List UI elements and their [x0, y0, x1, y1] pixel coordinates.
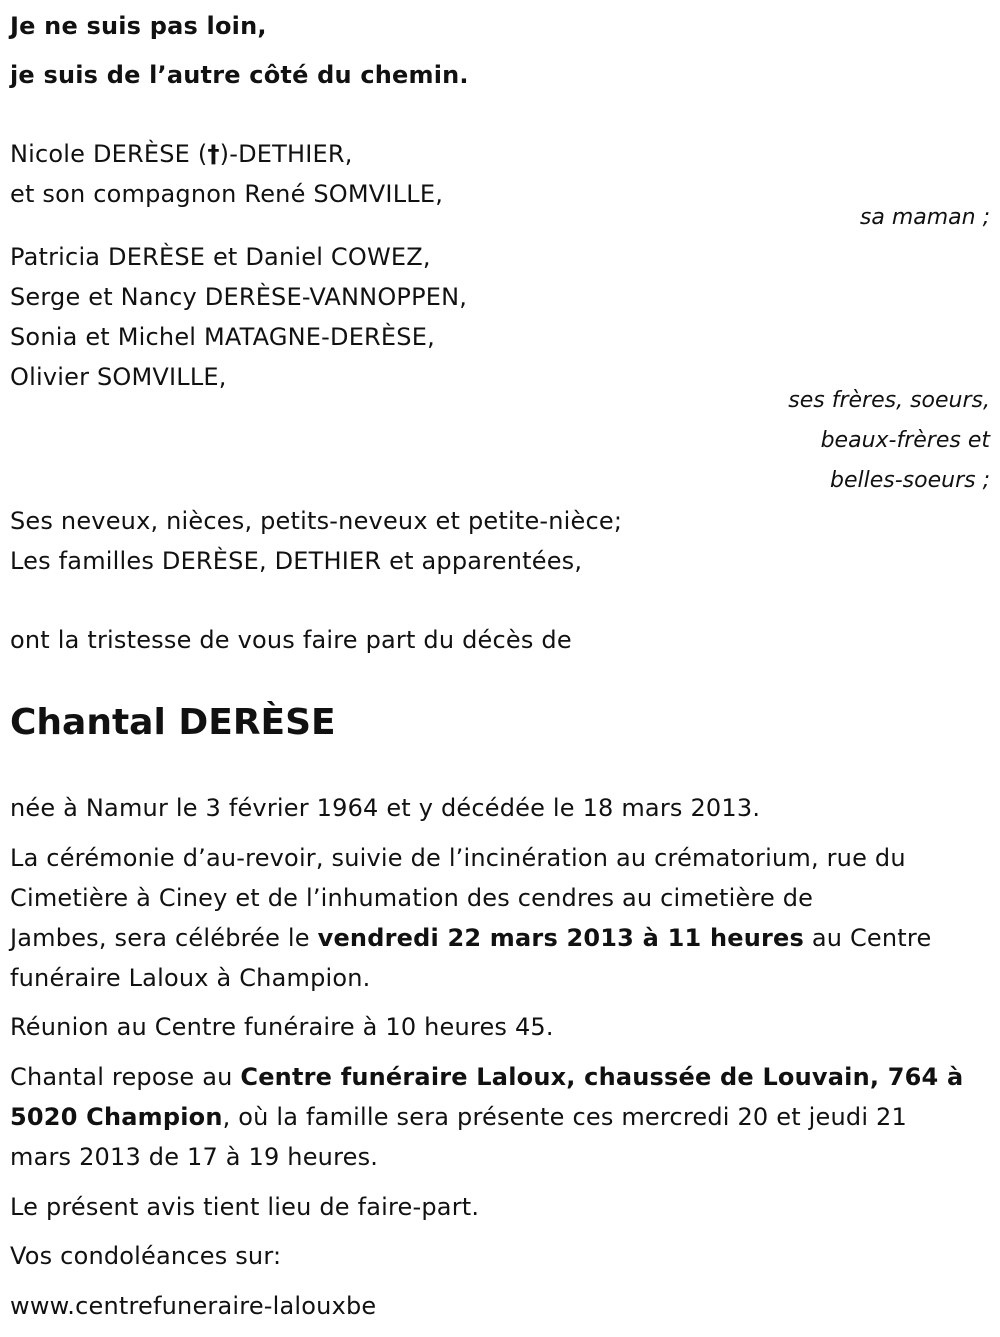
ceremony-line-4: funéraire Laloux à Champion. [10, 964, 371, 992]
ceremony-text: au Centre [804, 924, 932, 952]
repose-address: Centre funéraire Laloux, chaussée de Louvain, 764 à [240, 1063, 964, 1091]
ceremony-text: Jambes, sera célébrée le [10, 924, 318, 952]
mother-name-prefix: Nicole DERÈSE ( [10, 140, 208, 168]
sibling-line: Patricia DERÈSE et Daniel COWEZ, [10, 243, 431, 271]
family-line-1: Ses neveux, nièces, petits-neveux et petite-nièce; [10, 507, 623, 535]
repose-text: , où la famille sera présente ces mercredi 20 et jeudi 21 [222, 1103, 907, 1131]
ceremony-date: vendredi 22 mars 2013 à 11 heures [317, 924, 804, 952]
ceremony-line-3 [10, 918, 931, 958]
epigraph-line-1: Je ne suis pas loin, [10, 12, 267, 40]
repose-line-2 [10, 1097, 907, 1137]
cross-icon: † [207, 140, 220, 168]
sibling-line: Olivier SOMVILLE, [10, 363, 227, 391]
deceased-name: Chantal DERÈSE [10, 702, 336, 743]
birth-death-text: née à Namur le 3 février 1964 et y décédée le 18 mars 2013. [10, 794, 761, 822]
announcement-text: ont la tristesse de vous faire part du décès de [10, 626, 572, 654]
mother-relation: sa maman ; [859, 205, 990, 230]
family-line-2: Les familles DERÈSE, DETHIER et apparentées, [10, 547, 583, 575]
ceremony-line-2: Cimetière à Ciney et de l’inhumation des cendres au cimetière de [10, 884, 814, 912]
reunion-text: Réunion au Centre funéraire à 10 heures 45. [10, 1013, 554, 1041]
notice-text: Le présent avis tient lieu de faire-part. [10, 1193, 480, 1221]
siblings-relation-line: belles-soeurs ; [830, 468, 990, 493]
sibling-line: Sonia et Michel MATAGNE-DERÈSE, [10, 323, 435, 351]
repose-line-3: mars 2013 de 17 à 19 heures. [10, 1143, 379, 1171]
siblings-relation-line: beaux-frères et [820, 428, 990, 453]
ceremony-line-1: La cérémonie d’au-revoir, suivie de l’incinération au crématorium, rue du [10, 844, 906, 872]
repose-address: 5020 Champion [10, 1103, 223, 1131]
epigraph-line-2: je suis de l’autre côté du chemin. [10, 61, 469, 89]
repose-line-1 [10, 1057, 963, 1097]
condolences-label: Vos condoléances sur: [10, 1242, 282, 1270]
mother-line-2: et son compagnon René SOMVILLE, [10, 180, 444, 208]
repose-text: Chantal repose au [10, 1063, 241, 1091]
sibling-line: Serge et Nancy DERÈSE-VANNOPPEN, [10, 283, 468, 311]
website-url[interactable]: www.centrefuneraire-lalouxbe [10, 1292, 377, 1320]
website-link[interactable] [10, 1286, 376, 1326]
mother-name-suffix: )-DETHIER, [219, 140, 353, 168]
siblings-relation-line: ses frères, soeurs, [788, 388, 990, 413]
mother-line-1 [10, 134, 353, 174]
